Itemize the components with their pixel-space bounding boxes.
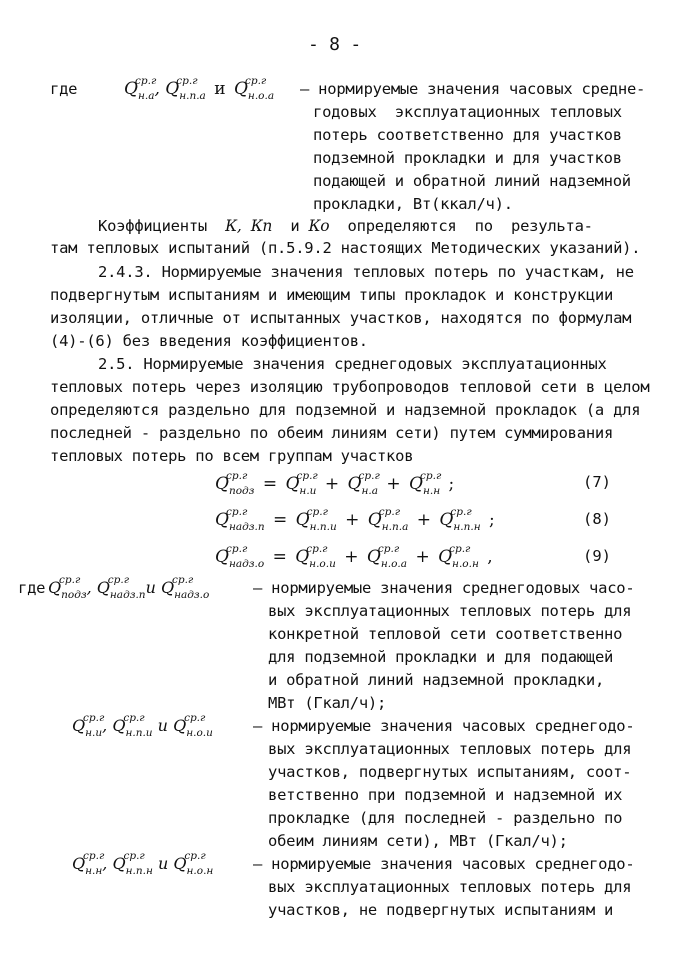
equation-7: Q ср.г $_{подз}$ = Q ср.г $_{н.и}$ + Q ср.г $_{н.а}$ + Q ср.г $_{н.н}$ ; [215,470,455,497]
def1-where-label: где [18,579,46,597]
intro-formula: Q ср.г $_{н.а}$, Q ср.г $_{н.п.а}$ и Q ср.г $_{н.о.а}$ [124,75,275,102]
para-2-4-3-line: изоляции, отличные от испытанных участков, находятся по формулам [50,309,632,327]
def2-formula: Q ср.г $_{н.и}$, Q ср.г $_{н.п.и}$ и Q ср.г $_{н.о.и}$ [72,712,213,739]
def2-line: обеим линиям сети), МВт (Гкал/ч); [268,832,568,850]
def2-line: участков, подвергнутых испытаниям, соот- [268,763,632,781]
equation-9: Q ср.г $_{надз.о}$ = Q ср.г $_{н.о.и}$ + Q ср.г $_{н.о.а}$ + Q ср.г $_{н.о.н}$ , [215,543,493,570]
coeff-line: Коэффициенты К, Кп и Ко определяются по результа- [98,217,593,235]
coeff-line: там тепловых испытаний (п.5.9.2 настоящих Методических указаний). [50,239,641,257]
def1-line: МВт (Гкал/ч); [268,694,387,712]
def3-formula: Q ср.г $_{н.н}$, Q ср.г $_{н.п.н}$ и Q ср.г $_{н.о.н}$ [72,850,214,877]
intro-line: годовых эксплуатационных тепловых [313,103,622,121]
def1-line: и обратной линий надземной прокладки, [268,671,605,689]
equation-9-number: (9) [583,547,611,565]
def1-line: конкретной тепловой сети соответственно [268,625,623,643]
def3-line: – нормируемые значения часовых среднегодо- [253,855,635,873]
equation-8: Q ср.г $_{надз.п}$ = Q ср.г $_{н.п.и}$ + Q ср.г $_{н.п.а}$ + Q ср.г $_{н.п.н}$ ; [215,506,495,533]
para-2-4-3-line: 2.4.3. Нормируемые значения тепловых потерь по участкам, не [98,263,634,281]
page-number: - 8 - [308,34,361,55]
equation-8-number: (8) [583,510,611,528]
intro-line: потерь соответственно для участков [313,126,622,144]
equation-7-number: (7) [583,473,611,491]
intro-line: прокладки, Вт(ккал/ч). [313,195,513,213]
def1-line: для подземной прокладки и для подающей [268,648,614,666]
def2-line: прокладке (для последней - раздельно по [268,809,623,827]
def1-line: вых эксплуатационных тепловых потерь для [268,602,632,620]
intro-line: подземной прокладки и для участков [313,149,622,167]
para-2-5-line: 2.5. Нормируемые значения среднегодовых эксплуатационных [98,355,607,373]
para-2-5-line: тепловых потерь по всем группам участков [50,447,414,465]
def3-line: вых эксплуатационных тепловых потерь для [268,878,632,896]
para-2-5-line: определяются раздельно для подземной и надземной прокладок (а для [50,401,641,419]
para-2-4-3-line: подвергнутым испытаниям и имеющим типы прокладок и конструкции [50,286,614,304]
def3-line: участков, не подвергнутых испытаниям и [268,901,614,919]
def2-line: – нормируемые значения часовых среднегодо- [253,717,635,735]
def1-line: – нормируемые значения среднегодовых часо- [253,579,635,597]
intro-where-label: где [50,80,78,98]
para-2-4-3-line: (4)-(6) без введения коэффициентов. [50,332,368,350]
intro-line: – нормируемые значения часовых средне- [300,80,646,98]
def1-formula: Q ср.г $_{подз}$, Q ср.г $_{надз.п}$и Q ср.г $_{надз.о}$ [48,574,210,601]
def2-line: ветственно при подземной и надземной их [268,786,623,804]
def2-line: вых эксплуатационных тепловых потерь для [268,740,632,758]
para-2-5-line: последней - раздельно по обеим линиям сети) путем суммирования [50,424,614,442]
para-2-5-line: тепловых потерь через изоляцию трубопроводов тепловой сети в целом [50,378,650,396]
intro-line: подающей и обратной линий надземной [313,172,631,190]
